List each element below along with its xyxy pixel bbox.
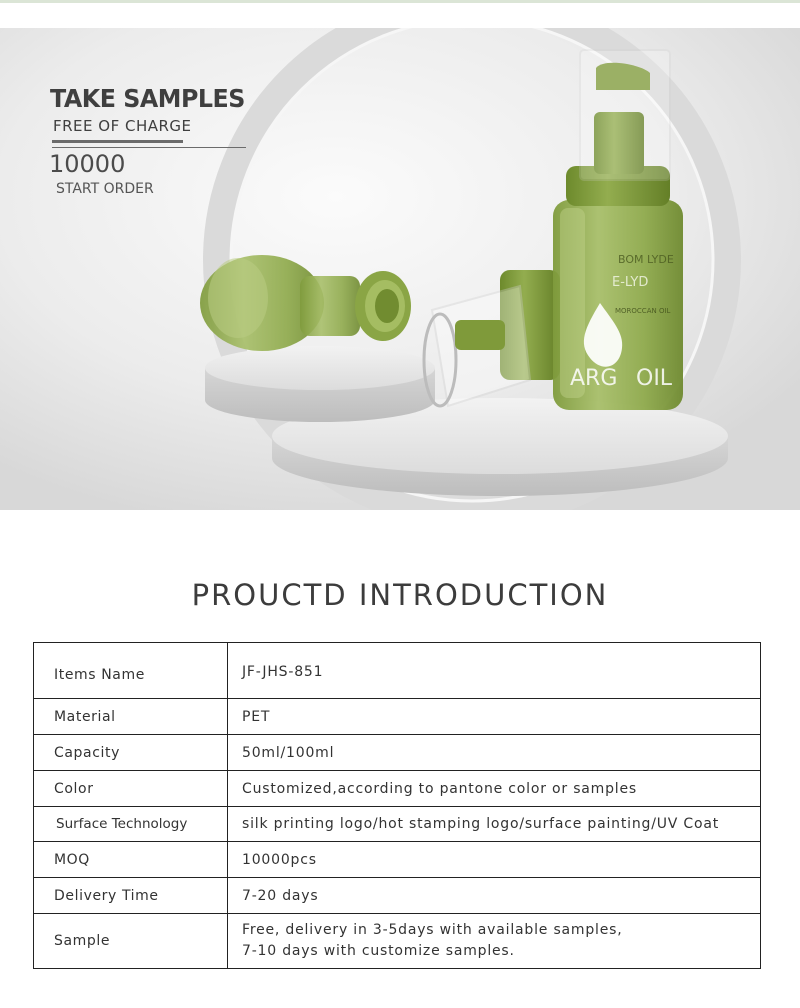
promo-subtitle: FREE OF CHARGE xyxy=(53,117,192,135)
spec-value: silk printing logo/hot stamping logo/surface painting/UV Coat xyxy=(228,807,761,842)
spec-label: Delivery Time xyxy=(34,878,228,914)
spec-value-line: 7-10 days with customize samples. xyxy=(242,943,515,959)
spec-value-line: Free, delivery in 3-5days with available samples, xyxy=(242,922,623,938)
spec-label: Color xyxy=(34,771,228,807)
bottle-product-text: MOROCCAN OIL xyxy=(615,307,671,315)
table-row xyxy=(34,807,761,842)
bottle-brand-top: BOM LYDE xyxy=(618,253,674,266)
promo-title: TAKE SAMPLES xyxy=(50,84,245,113)
small-pedestal xyxy=(205,346,435,422)
table-row xyxy=(34,914,761,969)
spec-value: 10000pcs xyxy=(228,842,761,878)
bottle-name-left: ARG xyxy=(570,366,618,391)
promo-underline-thin xyxy=(52,147,246,148)
spec-label: Surface Technology xyxy=(34,807,228,842)
spec-value: PET xyxy=(228,699,761,735)
spec-value: JF-JHS-851 xyxy=(228,643,761,699)
promo-underline-thick xyxy=(52,140,183,143)
table-row xyxy=(34,842,761,878)
bottle-name-right: OIL xyxy=(636,366,673,391)
spec-table xyxy=(33,642,761,969)
bottle-brand-mid: E-LYD xyxy=(612,275,649,290)
table-row xyxy=(34,699,761,735)
table-row xyxy=(34,735,761,771)
spec-label: Items Name xyxy=(34,643,228,699)
top-divider xyxy=(0,0,800,3)
spec-label: Sample xyxy=(34,914,228,969)
spec-label: Material xyxy=(34,699,228,735)
spec-label: Capacity xyxy=(34,735,228,771)
spec-value: 7-20 days xyxy=(228,878,761,914)
promo-number: 10000 xyxy=(49,150,126,178)
spec-label: MOQ xyxy=(34,842,228,878)
table-row xyxy=(34,771,761,807)
table-row xyxy=(34,878,761,914)
promo-caption: START ORDER xyxy=(56,181,154,197)
section-title: PROUCTD INTRODUCTION xyxy=(191,578,609,612)
table-row xyxy=(34,643,761,699)
spec-value: 50ml/100ml xyxy=(228,735,761,771)
spec-value xyxy=(228,914,761,969)
spec-value: Customized,according to pantone color or samples xyxy=(228,771,761,807)
hero-banner xyxy=(0,28,800,510)
